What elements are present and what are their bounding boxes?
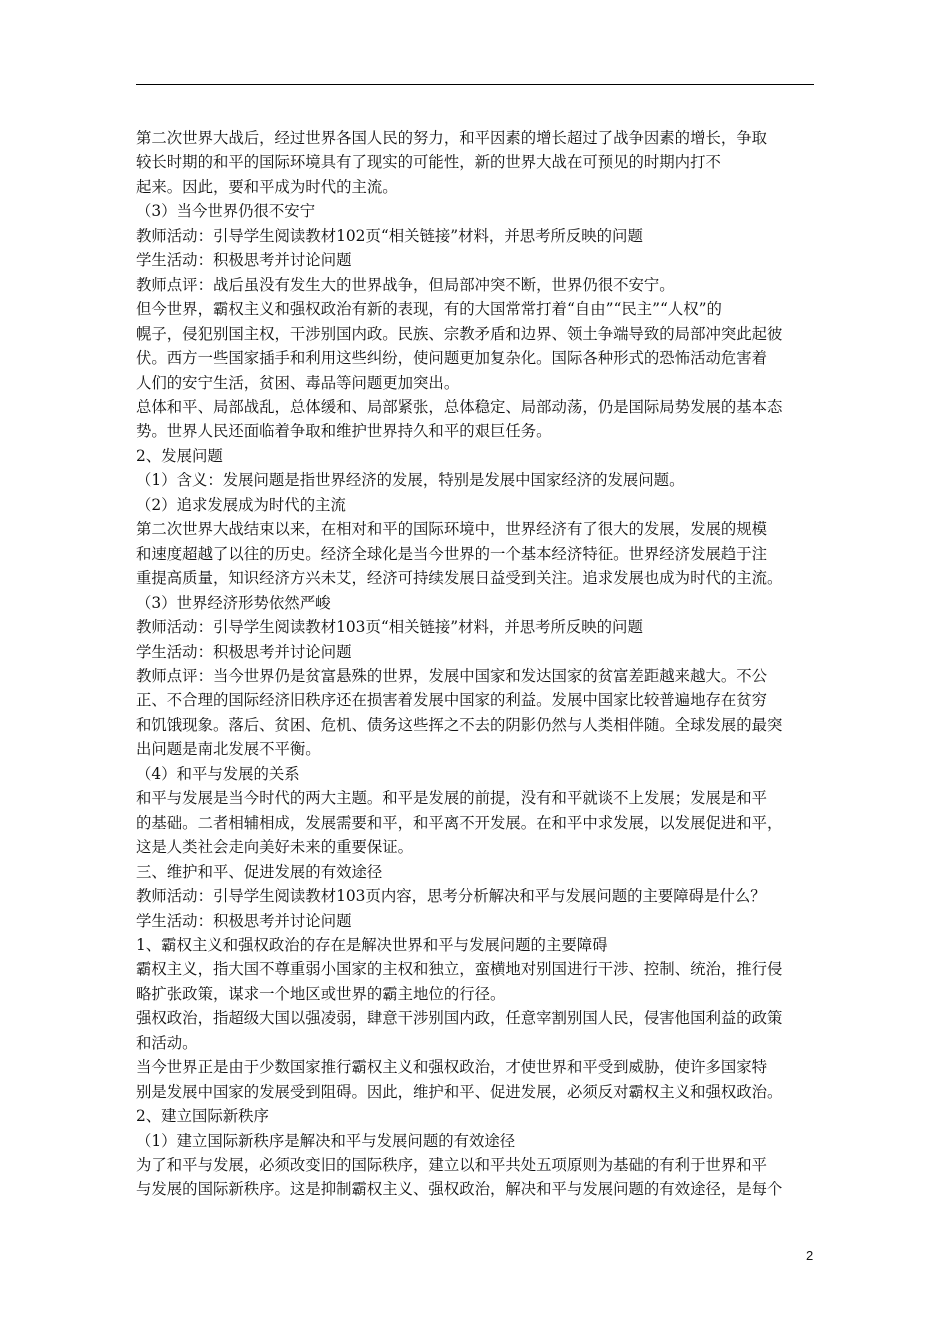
text-line: 和活动。 — [136, 1033, 198, 1052]
text-line: 略扩张政策，谋求一个地区或世界的霸主地位的行径。 — [136, 984, 506, 1003]
text-line: 霸权主义，指大国不尊重弱小国家的主权和独立，蛮横地对别国进行干涉、控制、统治，推行侵 — [136, 960, 783, 979]
text-line: 教师活动：引导学生阅读教材103页内容，思考分析解决和平与发展问题的主要障碍是什么？ — [136, 887, 766, 906]
page-number: 2 — [806, 1248, 814, 1263]
text-line: 出问题是南北发展不平衡。 — [136, 740, 321, 759]
text-line: 重提高质量，知识经济方兴未艾，经济可持续发展日益受到关注。追求发展也成为时代的主流。 — [136, 569, 783, 588]
section-heading: 1、霸权主义和强权政治的存在是解决世界和平与发展问题的主要障碍 — [136, 935, 608, 954]
section-heading: （1）含义：发展问题是指世界经济的发展，特别是发展中国家经济的发展问题。 — [136, 471, 685, 490]
section-heading: 三、维护和平、促进发展的有效途径 — [136, 862, 383, 881]
text-line: 和平与发展是当今时代的两大主题。和平是发展的前提，没有和平就谈不上发展；发展是和平 — [136, 789, 768, 808]
text-line: 第二次世界大战后，经过世界各国人民的努力，和平因素的增长超过了战争因素的增长，争取 — [136, 129, 768, 147]
text-line: 和饥饿现象。落后、贫困、危机、债务这些挥之不去的阴影仍然与人类相伴随。全球发展的最突 — [136, 715, 783, 734]
text-line: 别是发展中国家的发展受到阻碍。因此，维护和平、促进发展，必须反对霸权主义和强权政治。 — [136, 1082, 783, 1101]
text-line: 强权政治，指超级大国以强凌弱，肆意干涉别国内政，任意宰割别国人民，侵害他国利益的政策 — [136, 1009, 783, 1028]
text-line: 学生活动：积极思考并讨论问题 — [136, 911, 352, 930]
section-heading: （2）追求发展成为时代的主流 — [136, 495, 346, 514]
text-line: 教师点评：战后虽没有发生大的世界战争，但局部冲突不断，世界仍很不安宁。 — [136, 275, 675, 294]
text-line: 为了和平与发展，必须改变旧的国际秩序，建立以和平共处五项原则为基础的有利于世界和平 — [136, 1156, 768, 1175]
text-line: 教师活动：引导学生阅读教材103页“相关链接”材料，并思考所反映的问题 — [136, 618, 643, 637]
section-heading: （1）建立国际新秩序是解决和平与发展问题的有效途径 — [136, 1131, 516, 1150]
text-line: 人们的安宁生活，贫困、毒品等问题更加突出。 — [136, 373, 460, 392]
text-line: 这是人类社会走向美好未来的重要保证。 — [136, 838, 414, 857]
text-line: 总体和平、局部战乱，总体缓和、局部紧张，总体稳定、局部动荡，仍是国际局势发展的基本态 — [136, 397, 783, 416]
section-heading: （4）和平与发展的关系 — [136, 764, 300, 783]
text-line: 幌子，侵犯别国主权，干涉别国内政。民族、宗教矛盾和边界、领土争端导致的局部冲突此起彼 — [136, 324, 783, 343]
text-line: 的基础。二者相辅相成，发展需要和平，和平离不开发展。在和平中求发展，以发展促进和平， — [136, 813, 783, 832]
text-line: 但今世界，霸权主义和强权政治有新的表现，有的大国常常打着“自由”“民主”“人权”的 — [136, 300, 722, 319]
section-heading: 2、建立国际新秩序 — [136, 1107, 269, 1126]
text-line: 学生活动：积极思考并讨论问题 — [136, 251, 352, 270]
section-heading: （3）当今世界仍很不安宁 — [136, 202, 316, 221]
header-rule — [136, 84, 814, 85]
text-line: 和速度超越了以往的历史。经济全球化是当今世界的一个基本经济特征。世界经济发展趋于注 — [136, 544, 768, 563]
text-line: 学生活动：积极思考并讨论问题 — [136, 642, 352, 661]
text-line: 势。世界人民还面临着争取和维护世界持久和平的艰巨任务。 — [136, 422, 552, 441]
text-line: 教师活动：引导学生阅读教材102页“相关链接”材料，并思考所反映的问题 — [136, 226, 643, 245]
text-line: 较长时期的和平的国际环境具有了现实的可能性，新的世界大战在可预见的时期内打不 — [136, 153, 721, 172]
section-heading: （3）世界经济形势依然严峻 — [136, 593, 331, 612]
text-line: 伏。西方一些国家插手和利用这些纠纷，使问题更加复杂化。国际各种形式的恐怖活动危害着 — [136, 349, 768, 368]
body-text — [136, 126, 816, 1202]
text-line: 当今世界正是由于少数国家推行霸权主义和强权政治，才使世界和平受到威胁，使许多国家特 — [136, 1058, 768, 1077]
text-line: 与发展的国际新秩序。这是抑制霸权主义、强权政治，解决和平与发展问题的有效途径，是每个 — [136, 1180, 783, 1199]
text-line: 教师点评：当今世界仍是贫富悬殊的世界，发展中国家和发达国家的贫富差距越来越大。不公 — [136, 666, 768, 685]
section-heading: 2、发展问题 — [136, 446, 223, 465]
text-line: 第二次世界大战结束以来，在相对和平的国际环境中，世界经济有了很大的发展，发展的规模 — [136, 520, 768, 539]
text-line: 起来。因此，要和平成为时代的主流。 — [136, 177, 398, 196]
text-line: 正、不合理的国际经济旧秩序还在损害着发展中国家的利益。发展中国家比较普遍地存在贫穷 — [136, 691, 768, 710]
